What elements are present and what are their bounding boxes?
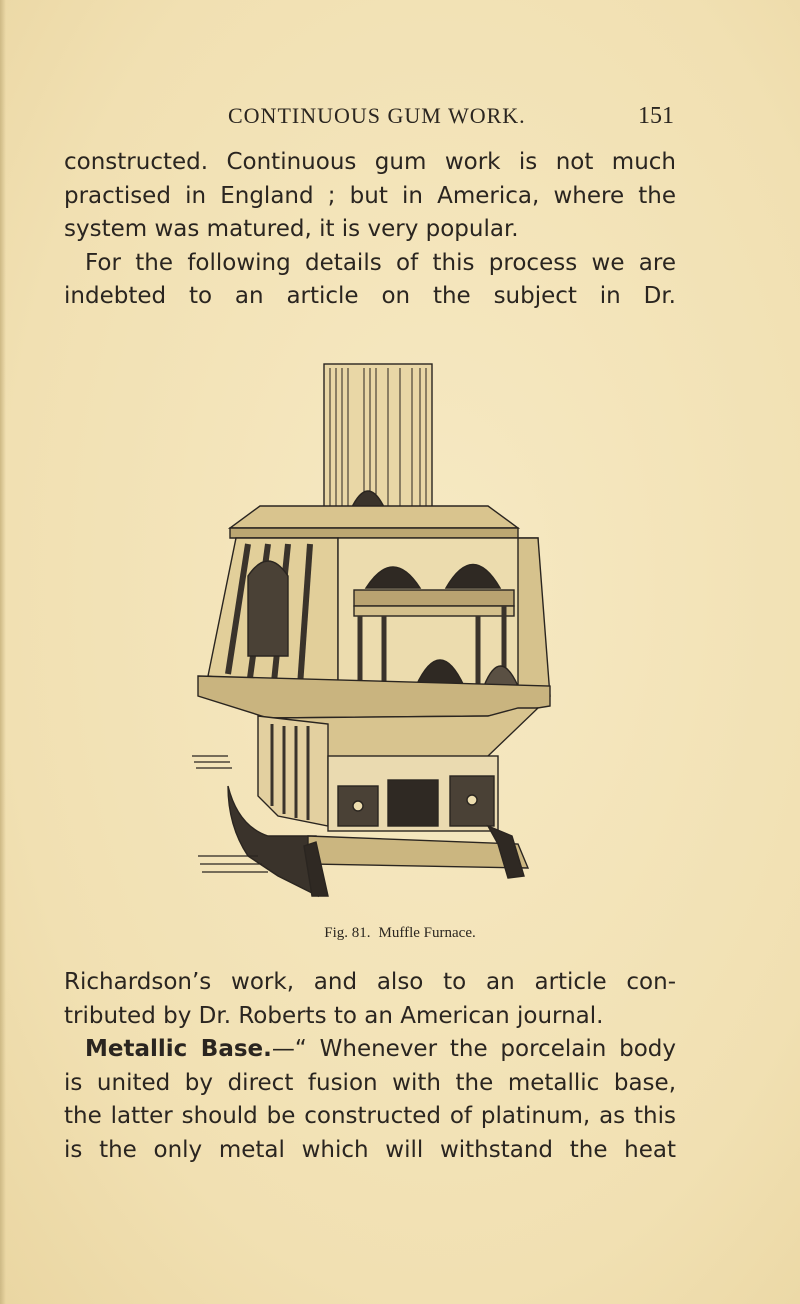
running-title: CONTINUOUS GUM WORK.	[228, 103, 526, 128]
text-line: is united by direct fusion with the metallic base,	[64, 1069, 676, 1096]
text-line: Richardson’s work, and also to an article con-	[64, 969, 676, 995]
section-heading: Metallic Base.	[85, 1036, 272, 1062]
muffle-furnace-illustration	[188, 356, 556, 906]
text-line: For the following details of this process we are	[85, 249, 676, 276]
bottom-text-block	[64, 966, 676, 1167]
figure-label: Fig. 81.	[324, 925, 371, 941]
text-line: indebted to an article on the subject in Dr.	[64, 283, 676, 309]
page-number: 151	[638, 103, 674, 129]
text-line: system was matured, it is very popular.	[64, 216, 519, 242]
figure-title: Muffle Furnace.	[378, 925, 476, 941]
text-line: is the only metal which will withstand the heat	[64, 1136, 676, 1163]
section-lead-text: —“ Whenever the porcelain body	[271, 1036, 676, 1062]
text-line: tributed by Dr. Roberts to an American journal.	[64, 1002, 604, 1029]
top-text-block	[64, 146, 676, 314]
text-line: constructed. Continuous gum work is not much	[64, 149, 676, 175]
section-lead-line	[64, 1033, 676, 1067]
page-edge-shadow	[0, 0, 6, 1304]
text-line: practised in England ; but in America, where the	[64, 182, 676, 209]
figure-caption	[270, 925, 530, 942]
text-line: the latter should be constructed of platinum, as this	[64, 1103, 676, 1129]
